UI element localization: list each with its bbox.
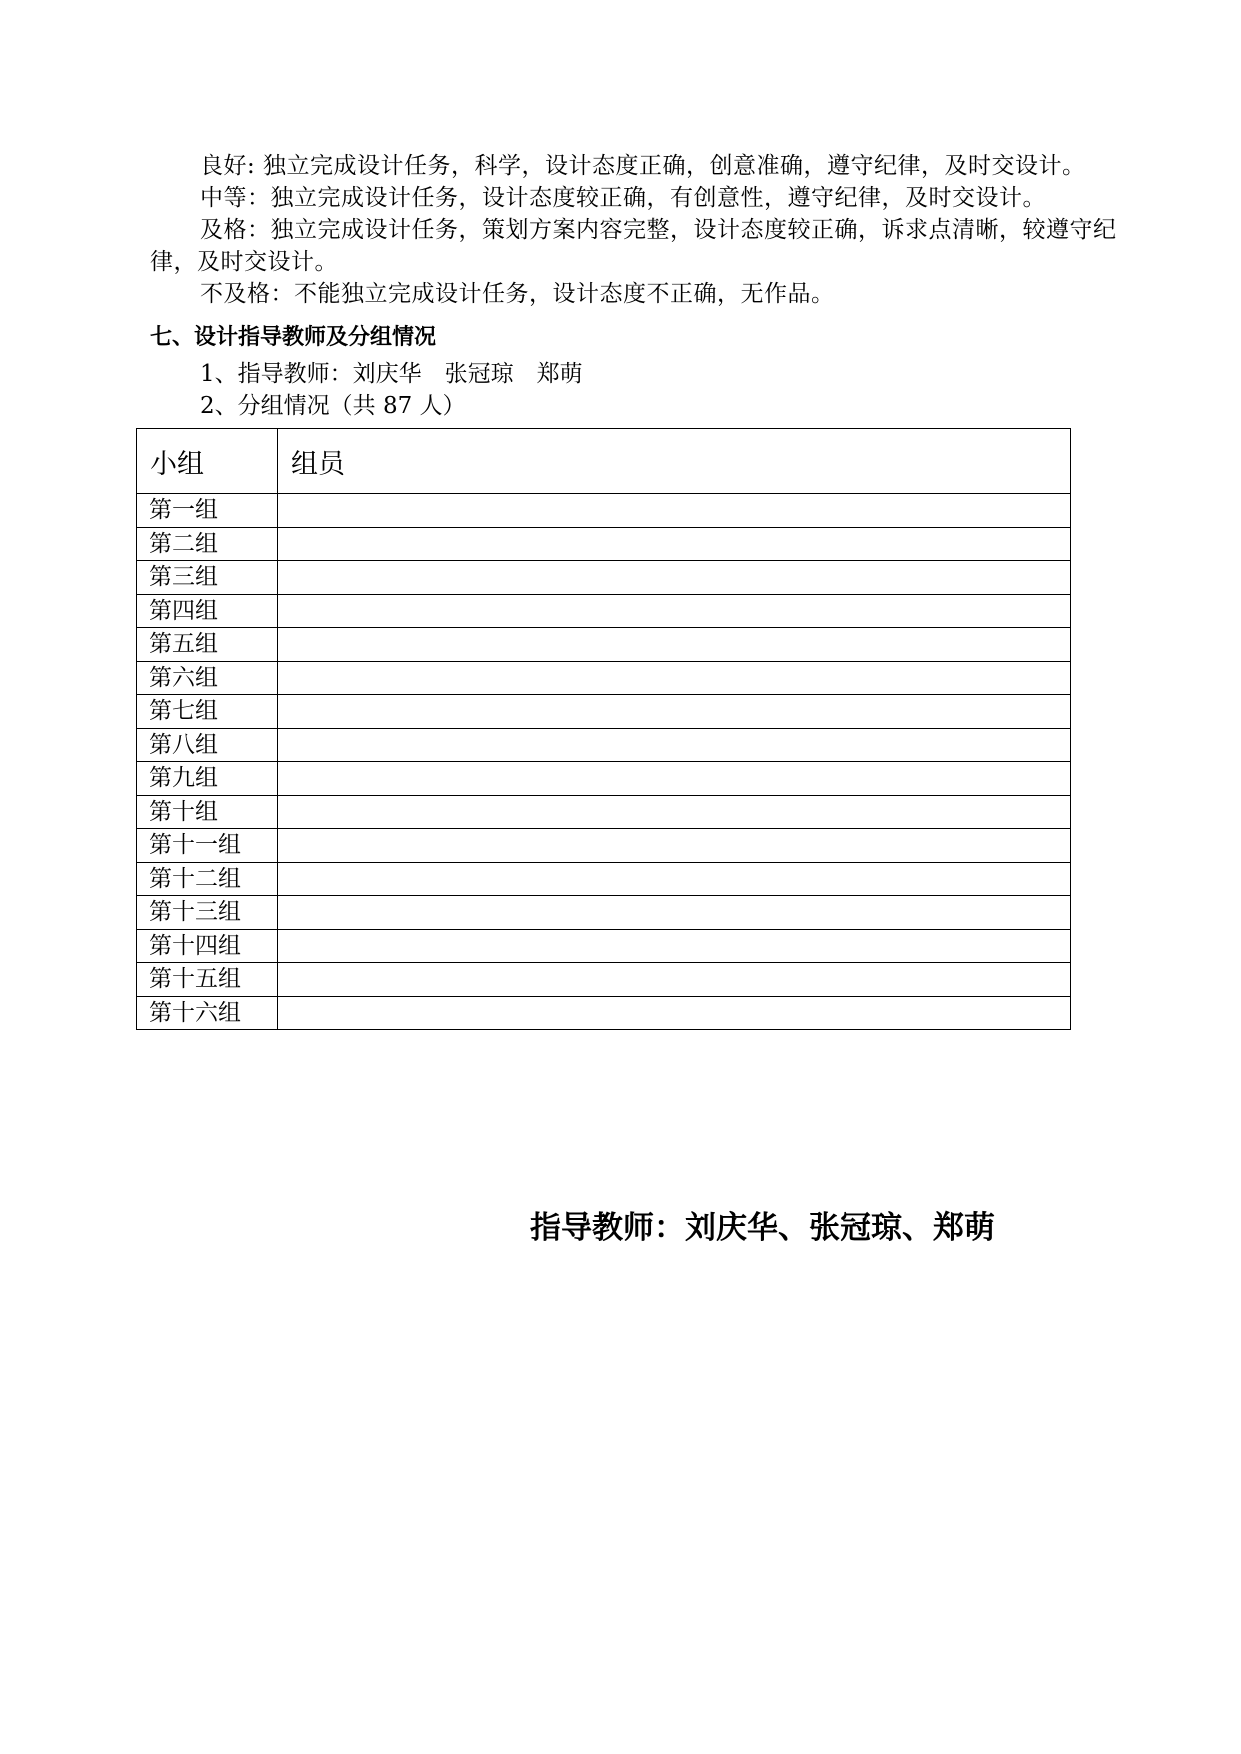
table-row: [137, 661, 1071, 695]
table-row: [137, 929, 1071, 963]
group-name-cell: 第二组: [137, 527, 278, 561]
table-row: [137, 795, 1071, 829]
table-row: [137, 762, 1071, 796]
group-members-cell[interactable]: [278, 896, 1071, 930]
group-members-cell[interactable]: [278, 695, 1071, 729]
group-members-cell[interactable]: [278, 929, 1071, 963]
table-row: [137, 561, 1071, 595]
table-row: [137, 695, 1071, 729]
grade-medium-text: 中等：独立完成设计任务，设计态度较正确，有创意性，遵守纪律，及时交设计。: [200, 185, 1046, 211]
table-row: [137, 896, 1071, 930]
group-table-body: [137, 494, 1071, 1030]
group-members-cell[interactable]: [278, 963, 1071, 997]
group-name-cell: 第四组: [137, 594, 278, 628]
table-header-row: [137, 429, 1071, 494]
grade-good-text: 良好: 独立完成设计任务，科学，设计态度正确，创意准确，遵守纪律，及时交设计。: [200, 153, 1086, 179]
group-name-cell: 第七组: [137, 695, 278, 729]
table-row: [137, 494, 1071, 528]
table-row: [137, 829, 1071, 863]
group-name-cell: 第十六组: [137, 996, 278, 1030]
group-name-cell: 第十组: [137, 795, 278, 829]
groups-line: 2、分组情况（共 87 人）: [200, 393, 466, 419]
group-name-cell: 第十二组: [137, 862, 278, 896]
table-row: [137, 862, 1071, 896]
table-row: [137, 728, 1071, 762]
group-members-cell[interactable]: [278, 829, 1071, 863]
grade-pass-text: 及格：独立完成设计任务，策划方案内容完整，设计态度较正确，诉求点清晰，较遵守纪律，及时交设计。: [150, 217, 1117, 275]
group-name-cell: 第十一组: [137, 829, 278, 863]
section-heading: 七、设计指导教师及分组情况: [150, 325, 437, 350]
header-members: 组员: [278, 429, 1071, 494]
group-members-cell[interactable]: [278, 527, 1071, 561]
group-name-cell: 第十四组: [137, 929, 278, 963]
group-members-cell[interactable]: [278, 996, 1071, 1030]
table-row: [137, 963, 1071, 997]
group-members-cell[interactable]: [278, 561, 1071, 595]
grade-fail-text: 不及格：不能独立完成设计任务，设计态度不正确，无作品。: [200, 281, 835, 307]
group-members-cell[interactable]: [278, 494, 1071, 528]
group-members-cell[interactable]: [278, 762, 1071, 796]
group-name-cell: 第六组: [137, 661, 278, 695]
group-members-cell[interactable]: [278, 594, 1071, 628]
group-name-cell: 第十五组: [137, 963, 278, 997]
group-name-cell: 第五组: [137, 628, 278, 662]
group-name-cell: 第八组: [137, 728, 278, 762]
signature: 指导教师：刘庆华、张冠琼、郑萌: [530, 1210, 995, 1246]
group-table: [136, 428, 1071, 1030]
table-row: [137, 594, 1071, 628]
table-row: [137, 996, 1071, 1030]
header-group: 小组: [137, 429, 278, 494]
table-row: [137, 628, 1071, 662]
group-members-cell[interactable]: [278, 795, 1071, 829]
group-name-cell: 第九组: [137, 762, 278, 796]
group-name-cell: 第三组: [137, 561, 278, 595]
teachers-line: 1、指导教师：刘庆华 张冠琼 郑萌: [200, 361, 583, 387]
group-name-cell: 第一组: [137, 494, 278, 528]
group-members-cell[interactable]: [278, 661, 1071, 695]
group-name-cell: 第十三组: [137, 896, 278, 930]
group-members-cell[interactable]: [278, 862, 1071, 896]
table-row: [137, 527, 1071, 561]
group-members-cell[interactable]: [278, 728, 1071, 762]
group-members-cell[interactable]: [278, 628, 1071, 662]
